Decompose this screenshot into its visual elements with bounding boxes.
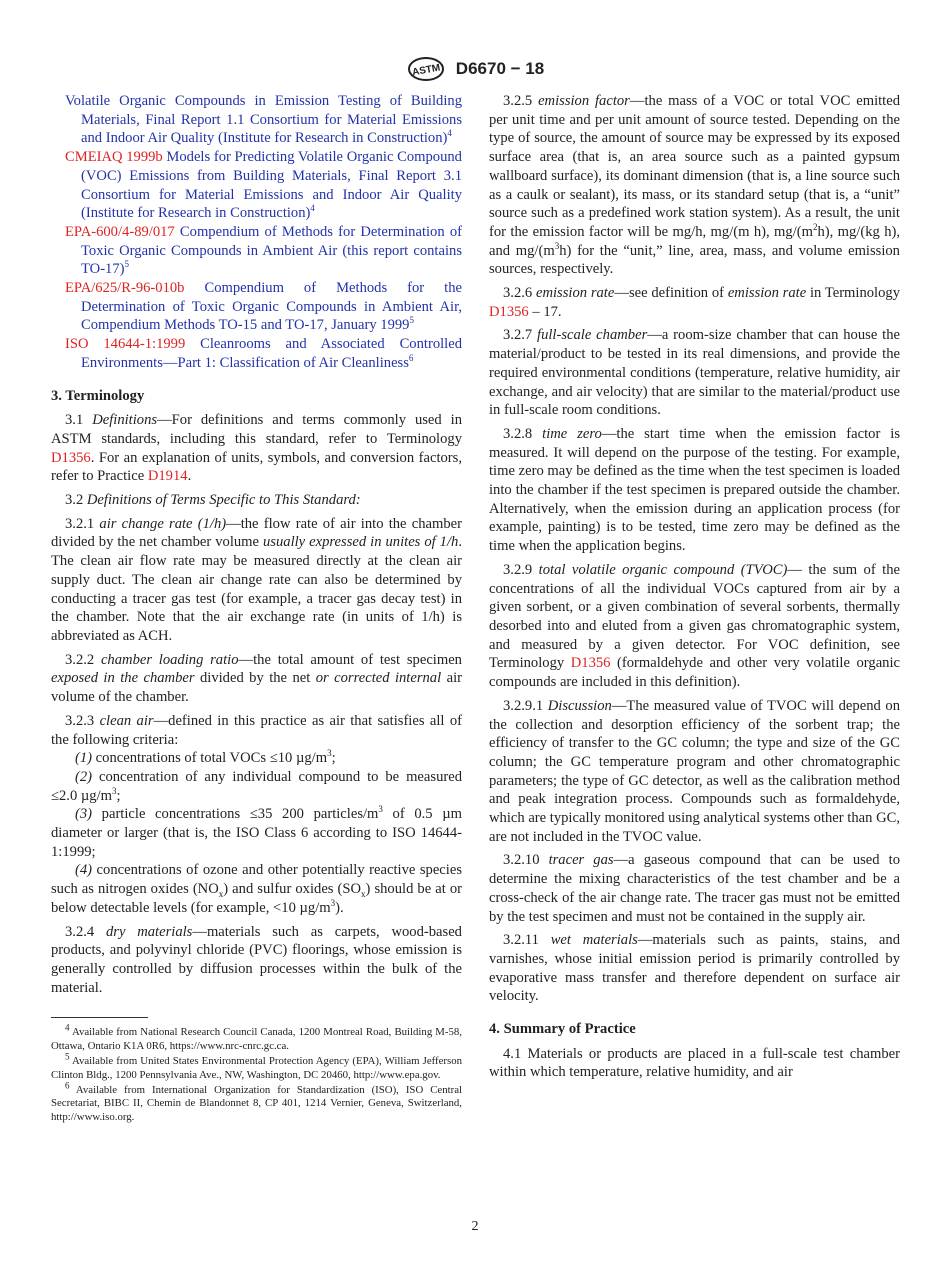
- paragraph-3-2-9: 3.2.9 total volatile organic compound (TVOC)— the sum of the concentrations of all the individual VOCs captured from air by a given sorbent, or a given combination of several sorbents, thermally desorbed into and eluted from a given gas chromatographic system, and measured by a given detector. For VOC definition, see Terminology D1356 (formaldehyde and other very volatile organic compounds are included in this definition).: [489, 561, 901, 691]
- paragraph-3-2-4: 3.2.4 dry materials—materials such as carpets, wood-based products, and polyvinyl chloride (PVC) floorings, whose emission is generally controlled by diffusion processes within the bulk of the material.: [51, 923, 462, 996]
- criterion-4: (4) concentrations of ozone and other potentially reactive species such as nitrogen oxides $(NO_x)$ and sulfur oxides $(SO_x)$ should be at or below detectable levels (for example, <10 $\mu g/m^3$).: [51, 862, 462, 916]
- link-d1356[interactable]: D1356: [570, 655, 611, 672]
- astm-logo-icon: [406, 56, 446, 82]
- reference-entry: ISO 14644-1:1999 Cleanrooms and Associated Controlled Environments—Part 1: Classification of Air Cleanliness$^6$: [65, 336, 462, 371]
- section-heading: 3. Terminology: [51, 387, 145, 404]
- link-d1356[interactable]: D1356: [51, 449, 91, 466]
- page-header: [0, 56, 950, 82]
- link-d1914[interactable]: D1914: [147, 468, 188, 485]
- paragraph-3-2-5: 3.2.5 emission factor—the mass of a VOC or total VOC emitted per unit time and per unit amount of source tested. Depending on the type of source, the amount of source may be expressed by its exposed surface area (that is, an area source such as a painted gypsum wallboard surface), its dominant dimension (that is, a line source such as a caulk or sealant), its mass, or its standard setup (that is, a “unit” source such as a predefined work station system). As a result, the unit for the emission factor will be mg/h, mg/(m h), $mg/(m^2h)$, mg/(kg h), and $mg/(m^3h)$ for the “unit,” line, area, mass, and volume emission sources, respectively.: [489, 93, 901, 278]
- paragraph-4-1: 4.1 Materials or products are placed in a full-scale test chamber within which temperature, relative humidity, and air: [489, 1045, 900, 1081]
- section-heading: 4. Summary of Practice: [489, 1021, 636, 1038]
- reference-entry: Volatile Organic Compounds in Emission Testing of Building Materials, Final Report 1.1 Consortium for Material Emissions and Indoor Air Quality (Institute for Research in Construction)$^4$: [65, 93, 462, 147]
- paragraph-3-2-6: 3.2.6 emission rate—see definition of emission rate in Terminology D1356 – 17.: [489, 285, 901, 320]
- left-column: [51, 92, 462, 1126]
- reference-entry: CMEIAQ 1999b Models for Predicting Volatile Organic Compound (VOC) Emissions from Building Materials, Final Report 3.1 Consortium for Material Emissions and Indoor Air Quality (Institute for Research in Construction)$^4$: [65, 149, 462, 222]
- paragraph-3-2-11: 3.2.11 wet materials—materials such as paints, stains, and varnishes, whose initial emission period is primarily controlled by evaporative mass transfer and therefore dependent on surface air velocity.: [489, 932, 900, 1005]
- footnote: $^5$ Available from United States Environmental Protection Agency (EPA), William Jefferson Clinton Bldg., 1200 Pennsylvania Ave., NW, Washington, DC 20460, http://www.epa.gov.: [51, 1051, 462, 1081]
- link-d1356[interactable]: D1356: [489, 303, 529, 320]
- page-number: 2: [471, 1219, 479, 1234]
- criterion-1: (1) concentrations of total VOCs ≤10 $\mu g/m^3$;: [75, 748, 336, 767]
- reference-entry: EPA/625/R-96-010b Compendium of Methods for the Determination of Toxic Organic Compounds in Ambient Air, Compendium Methods TO-15 and TO-17, January 1999$^5$: [65, 280, 462, 334]
- paragraph-3-1: 3.1 Definitions—For definitions and terms commonly used in ASTM standards, including this standard, refer to Terminology D1356. For an explanation of units, symbols, and conversion factors, refer to Practice D1914.: [51, 412, 463, 485]
- paragraph-3-2-9-1: 3.2.9.1 Discussion—The measured value of TVOC will depend on the collection and desorption efficiency of the sorbent trap; the efficiency of transfer to the GC column; the type and size of the GC column; the GC temperature program and other chromatographic parameters; the type of GC detector, as well as the calibration method and peak integration process. Compounds such as formaldehyde, which are typically monitored using analytical systems other than GC, are not included in the TVOC value.: [489, 697, 900, 845]
- paragraph-3-2-2: 3.2.2 chamber loading ratio—the total amount of test specimen exposed in the chamber divided by the net or corrected internal air volume of the chamber.: [51, 651, 462, 706]
- paragraph-3-2-10: 3.2.10 tracer gas—a gaseous compound that can be used to determine the mixing characteristics of the test chamber and be a cross-check of the air change rate. The tracer gas must not be emitted by the test specimen and must not be contained in the supply air.: [489, 852, 900, 925]
- criterion-3: (3) particle concentrations ≤35 200 particles/$m^3$ of 0.5 µm diameter or larger (that is, the ISO Class 6 according to ISO 14644-1:1999;: [51, 804, 462, 860]
- right-column: [489, 92, 900, 1087]
- document-id: D6670 − 18: [455, 59, 545, 78]
- paragraph-3-2-1: 3.2.1 air change rate (1/h)—the flow rate of air into the chamber divided by the net chamber volume usually expressed in unites of 1/h. The clean air flow rate may be measured directly at the clean air supply duct. The clean air change rate can also be determined by conducting a tracer gas test (for example, a tracer gas decay test) in the chamber. Note that the air exchange rate (in units of 1/h) is abbreviated as ACH.: [51, 515, 462, 644]
- criterion-2: (2) concentration of any individual compound to be measured ≤2.0 $\mu g/m^3$;: [51, 768, 462, 804]
- paragraph-3-2-7: 3.2.7 full-scale chamber—a room-size chamber that can house the material/product to be tested in its real dimensions, and provide the required environmental conditions (temperature, relative humidity, air exchange, and air velocity) that are similar to the material/product use in full-scale room conditions.: [489, 327, 900, 419]
- paragraph-3-2-3: 3.2.3 clean air—defined in this practice as air that satisfies all of the following criteria:: [51, 712, 462, 748]
- footnote-divider: [51, 1017, 148, 1018]
- svg-text:ASTM: ASTM: [411, 62, 441, 79]
- footnote: $^6$ Available from International Organization for Standardization (ISO), ISO Central Secretariat, BIBC II, Chemin de Blandonnet 8, CP 401, 1214 Vernier, Geneva, Switzerland, http://www.iso.org.: [51, 1079, 462, 1124]
- footnote: $^4$ Available from National Research Council Canada, 1200 Montreal Road, Building M-58, Ottawa, Ontario K1A 0R6, https://www.nrc-cnrc.gc.ca.: [51, 1022, 462, 1053]
- reference-entry: EPA-600/4-89/017 Compendium of Methods for Determination of Toxic Organic Compounds in Ambient Air (this report contains TO-17)$^5$: [65, 223, 462, 278]
- paragraph-3-2-8: 3.2.8 time zero—the start time when the emission factor is measured. It will depend on the purpose of the testing. For example, time zero may be defined as the time when the test specimen is loaded into the chamber if the test specimen is prepared outside the chamber. Alternatively, when the emission during an application process (for example, painting) is to be tested, time zero may be defined as the time when the application begins.: [489, 425, 900, 555]
- paragraph-3-2: 3.2 Definitions of Terms Specific to This Standard:: [65, 492, 361, 509]
